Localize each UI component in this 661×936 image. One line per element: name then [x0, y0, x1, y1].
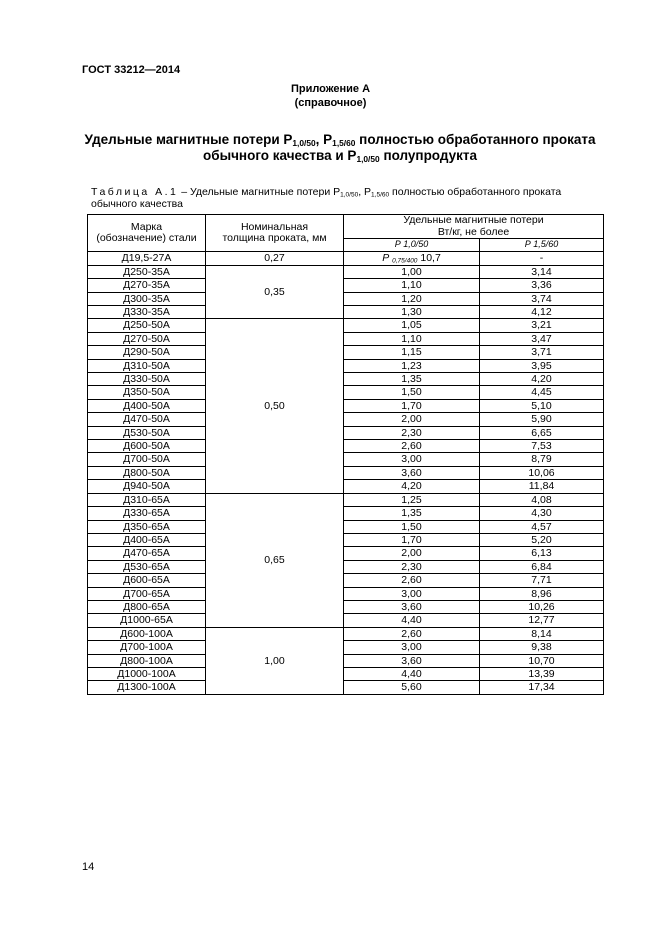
p2-cell: 11,84 — [480, 480, 604, 493]
p1-cell: 3,00 — [344, 587, 480, 600]
grade-cell: Д530-65А — [88, 560, 206, 573]
grade-cell: Д470-50А — [88, 413, 206, 426]
p1-cell: 1,00 — [344, 265, 480, 278]
page-number: 14 — [82, 861, 95, 873]
grade-cell: Д250-35А — [88, 265, 206, 278]
table-row — [88, 520, 604, 533]
p2-cell: 9,38 — [480, 641, 604, 654]
grade-cell: Д530-50А — [88, 426, 206, 439]
p1-cell: 3,60 — [344, 600, 480, 613]
grade-cell: Д600-100А — [88, 627, 206, 640]
p1-cell: 1,35 — [344, 373, 480, 386]
table-row — [88, 547, 604, 560]
grade-cell: Д800-50А — [88, 466, 206, 479]
p1-cell: 1,35 — [344, 507, 480, 520]
p1-cell: 3,60 — [344, 466, 480, 479]
grade-cell: Д400-50А — [88, 399, 206, 412]
column-subheader-p1: Р 1,0/50 — [344, 239, 480, 252]
p1-cell: 4,20 — [344, 480, 480, 493]
p1-cell: 2,60 — [344, 440, 480, 453]
table-row — [88, 627, 604, 640]
thickness-cell: 1,00 — [206, 627, 344, 694]
grade-cell: Д600-50А — [88, 440, 206, 453]
p2-cell: 17,34 — [480, 681, 604, 694]
p1-cell: Р $_{0,75/400}$ 10,7 — [344, 252, 480, 265]
grade-cell: Д330-50А — [88, 373, 206, 386]
appendix-title: Приложение А — [290, 83, 371, 95]
table-row — [88, 614, 604, 627]
section-heading-line-1: Удельные магнитные потери $Р_{1,0/50}$, $Р_{1,5/60}$ полностью обработанного проката — [84, 132, 596, 149]
p1-cell: 2,60 — [344, 627, 480, 640]
column-subheader-p2: Р 1,5/60 — [480, 239, 604, 252]
p2-cell: 3,21 — [480, 319, 604, 332]
p2-cell: 5,20 — [480, 533, 604, 546]
p1-cell: 1,50 — [344, 520, 480, 533]
table-row — [88, 440, 604, 453]
grade-cell: Д19,5-27А — [88, 252, 206, 265]
grade-cell: Д350-50А — [88, 386, 206, 399]
thickness-cell: 0,50 — [206, 319, 344, 493]
table-row — [88, 426, 604, 439]
thickness-cell: 0,35 — [206, 265, 344, 319]
grade-cell: Д400-65А — [88, 533, 206, 546]
column-header-thickness: Номинальная толщина проката, мм — [206, 215, 344, 252]
p1-cell: 1,70 — [344, 399, 480, 412]
table-row — [88, 654, 604, 667]
table-row — [88, 587, 604, 600]
p2-cell: 3,47 — [480, 332, 604, 345]
table-row — [88, 493, 604, 506]
p1-cell: 2,00 — [344, 547, 480, 560]
p2-cell: 6,84 — [480, 560, 604, 573]
p2-cell: 3,74 — [480, 292, 604, 305]
p2-cell: 8,14 — [480, 627, 604, 640]
grade-cell: Д700-100А — [88, 641, 206, 654]
p1-cell: 1,30 — [344, 306, 480, 319]
column-header-losses: Удельные магнитные потери Вт/кг, не более — [344, 215, 604, 239]
p2-cell: 6,13 — [480, 547, 604, 560]
table-row — [88, 600, 604, 613]
table-row — [88, 386, 604, 399]
p1-cell: 3,00 — [344, 641, 480, 654]
p1-cell: 1,20 — [344, 292, 480, 305]
table-row — [88, 319, 604, 332]
appendix-subtitle: (справочное) — [294, 97, 367, 109]
grade-cell: Д470-65А — [88, 547, 206, 560]
grade-cell: Д1300-100А — [88, 681, 206, 694]
p2-cell: 4,57 — [480, 520, 604, 533]
p2-cell: 3,36 — [480, 279, 604, 292]
p1-cell: 1,15 — [344, 346, 480, 359]
table-row — [88, 252, 604, 265]
table-row — [88, 681, 604, 694]
p1-cell: 1,05 — [344, 319, 480, 332]
table-row — [88, 279, 604, 292]
grade-cell: Д310-50А — [88, 359, 206, 372]
grade-cell: Д270-50А — [88, 332, 206, 345]
table-row — [88, 453, 604, 466]
table-row — [88, 667, 604, 680]
table-row — [88, 373, 604, 386]
table-row — [88, 265, 604, 278]
p2-cell: 4,30 — [480, 507, 604, 520]
p1-cell: 1,10 — [344, 279, 480, 292]
grade-cell: Д330-65А — [88, 507, 206, 520]
grade-cell: Д800-65А — [88, 600, 206, 613]
table-row — [88, 466, 604, 479]
p2-cell: 8,79 — [480, 453, 604, 466]
grade-cell: Д1000-65А — [88, 614, 206, 627]
p1-cell: 4,40 — [344, 667, 480, 680]
p2-cell: 4,08 — [480, 493, 604, 506]
p1-cell: 2,30 — [344, 560, 480, 573]
table-row — [88, 399, 604, 412]
p2-cell: 5,90 — [480, 413, 604, 426]
p2-cell: 8,96 — [480, 587, 604, 600]
grade-cell: Д1000-100А — [88, 667, 206, 680]
p1-cell: 1,70 — [344, 533, 480, 546]
magnetic-losses-table — [87, 214, 604, 695]
p2-cell: 4,20 — [480, 373, 604, 386]
grade-cell: Д600-65А — [88, 574, 206, 587]
p2-cell: 5,10 — [480, 399, 604, 412]
p2-cell: 7,71 — [480, 574, 604, 587]
p2-cell: 4,12 — [480, 306, 604, 319]
p2-cell: 4,45 — [480, 386, 604, 399]
table-row — [88, 574, 604, 587]
table-row — [88, 507, 604, 520]
p1-cell: 1,10 — [344, 332, 480, 345]
grade-cell: Д700-65А — [88, 587, 206, 600]
p2-cell: 6,65 — [480, 426, 604, 439]
p1-cell: 4,40 — [344, 614, 480, 627]
table-row — [88, 413, 604, 426]
section-heading-line-2: обычного качества и $Р_{1,0/50}$ полупродукта — [202, 148, 477, 165]
p2-cell: 12,77 — [480, 614, 604, 627]
grade-cell: Д270-35А — [88, 279, 206, 292]
p2-cell: 10,26 — [480, 600, 604, 613]
grade-cell: Д800-100А — [88, 654, 206, 667]
thickness-cell: 0,27 — [206, 252, 344, 265]
p1-cell: 1,23 — [344, 359, 480, 372]
p2-cell: 3,14 — [480, 265, 604, 278]
table-row — [88, 359, 604, 372]
grade-cell: Д350-65А — [88, 520, 206, 533]
p1-cell: 1,50 — [344, 386, 480, 399]
p2-cell: 3,71 — [480, 346, 604, 359]
p2-cell: 10,70 — [480, 654, 604, 667]
p2-cell: 10,06 — [480, 466, 604, 479]
table-body — [88, 252, 604, 694]
p1-cell: 1,25 — [344, 493, 480, 506]
grade-cell: Д250-50А — [88, 319, 206, 332]
table-row — [88, 306, 604, 319]
table-row — [88, 480, 604, 493]
p2-cell: - — [480, 252, 604, 265]
table-caption: Таблица А.1 – Удельные магнитные потери $Р_{1,0/50}$, $Р_{1,5/60}$ полностью обработанного проката обычного качества — [91, 186, 562, 210]
grade-cell: Д330-35А — [88, 306, 206, 319]
p1-cell: 3,60 — [344, 654, 480, 667]
grade-cell: Д290-50А — [88, 346, 206, 359]
table-row — [88, 292, 604, 305]
column-header-grade: Марка (обозначение) стали — [88, 215, 206, 252]
p2-cell: 7,53 — [480, 440, 604, 453]
p2-cell: 3,95 — [480, 359, 604, 372]
grade-cell: Д700-50А — [88, 453, 206, 466]
p1-cell: 5,60 — [344, 681, 480, 694]
grade-cell: Д310-65А — [88, 493, 206, 506]
p1-cell: 2,30 — [344, 426, 480, 439]
p1-cell: 2,00 — [344, 413, 480, 426]
thickness-cell: 0,65 — [206, 493, 344, 627]
table-row — [88, 560, 604, 573]
document-header-standard: ГОСТ 33212—2014 — [82, 64, 181, 76]
table-row — [88, 346, 604, 359]
table-row — [88, 641, 604, 654]
p2-cell: 13,39 — [480, 667, 604, 680]
p1-cell: 3,00 — [344, 453, 480, 466]
table-row — [88, 533, 604, 546]
grade-cell: Д940-50А — [88, 480, 206, 493]
table-row — [88, 332, 604, 345]
grade-cell: Д300-35А — [88, 292, 206, 305]
p1-cell: 2,60 — [344, 574, 480, 587]
